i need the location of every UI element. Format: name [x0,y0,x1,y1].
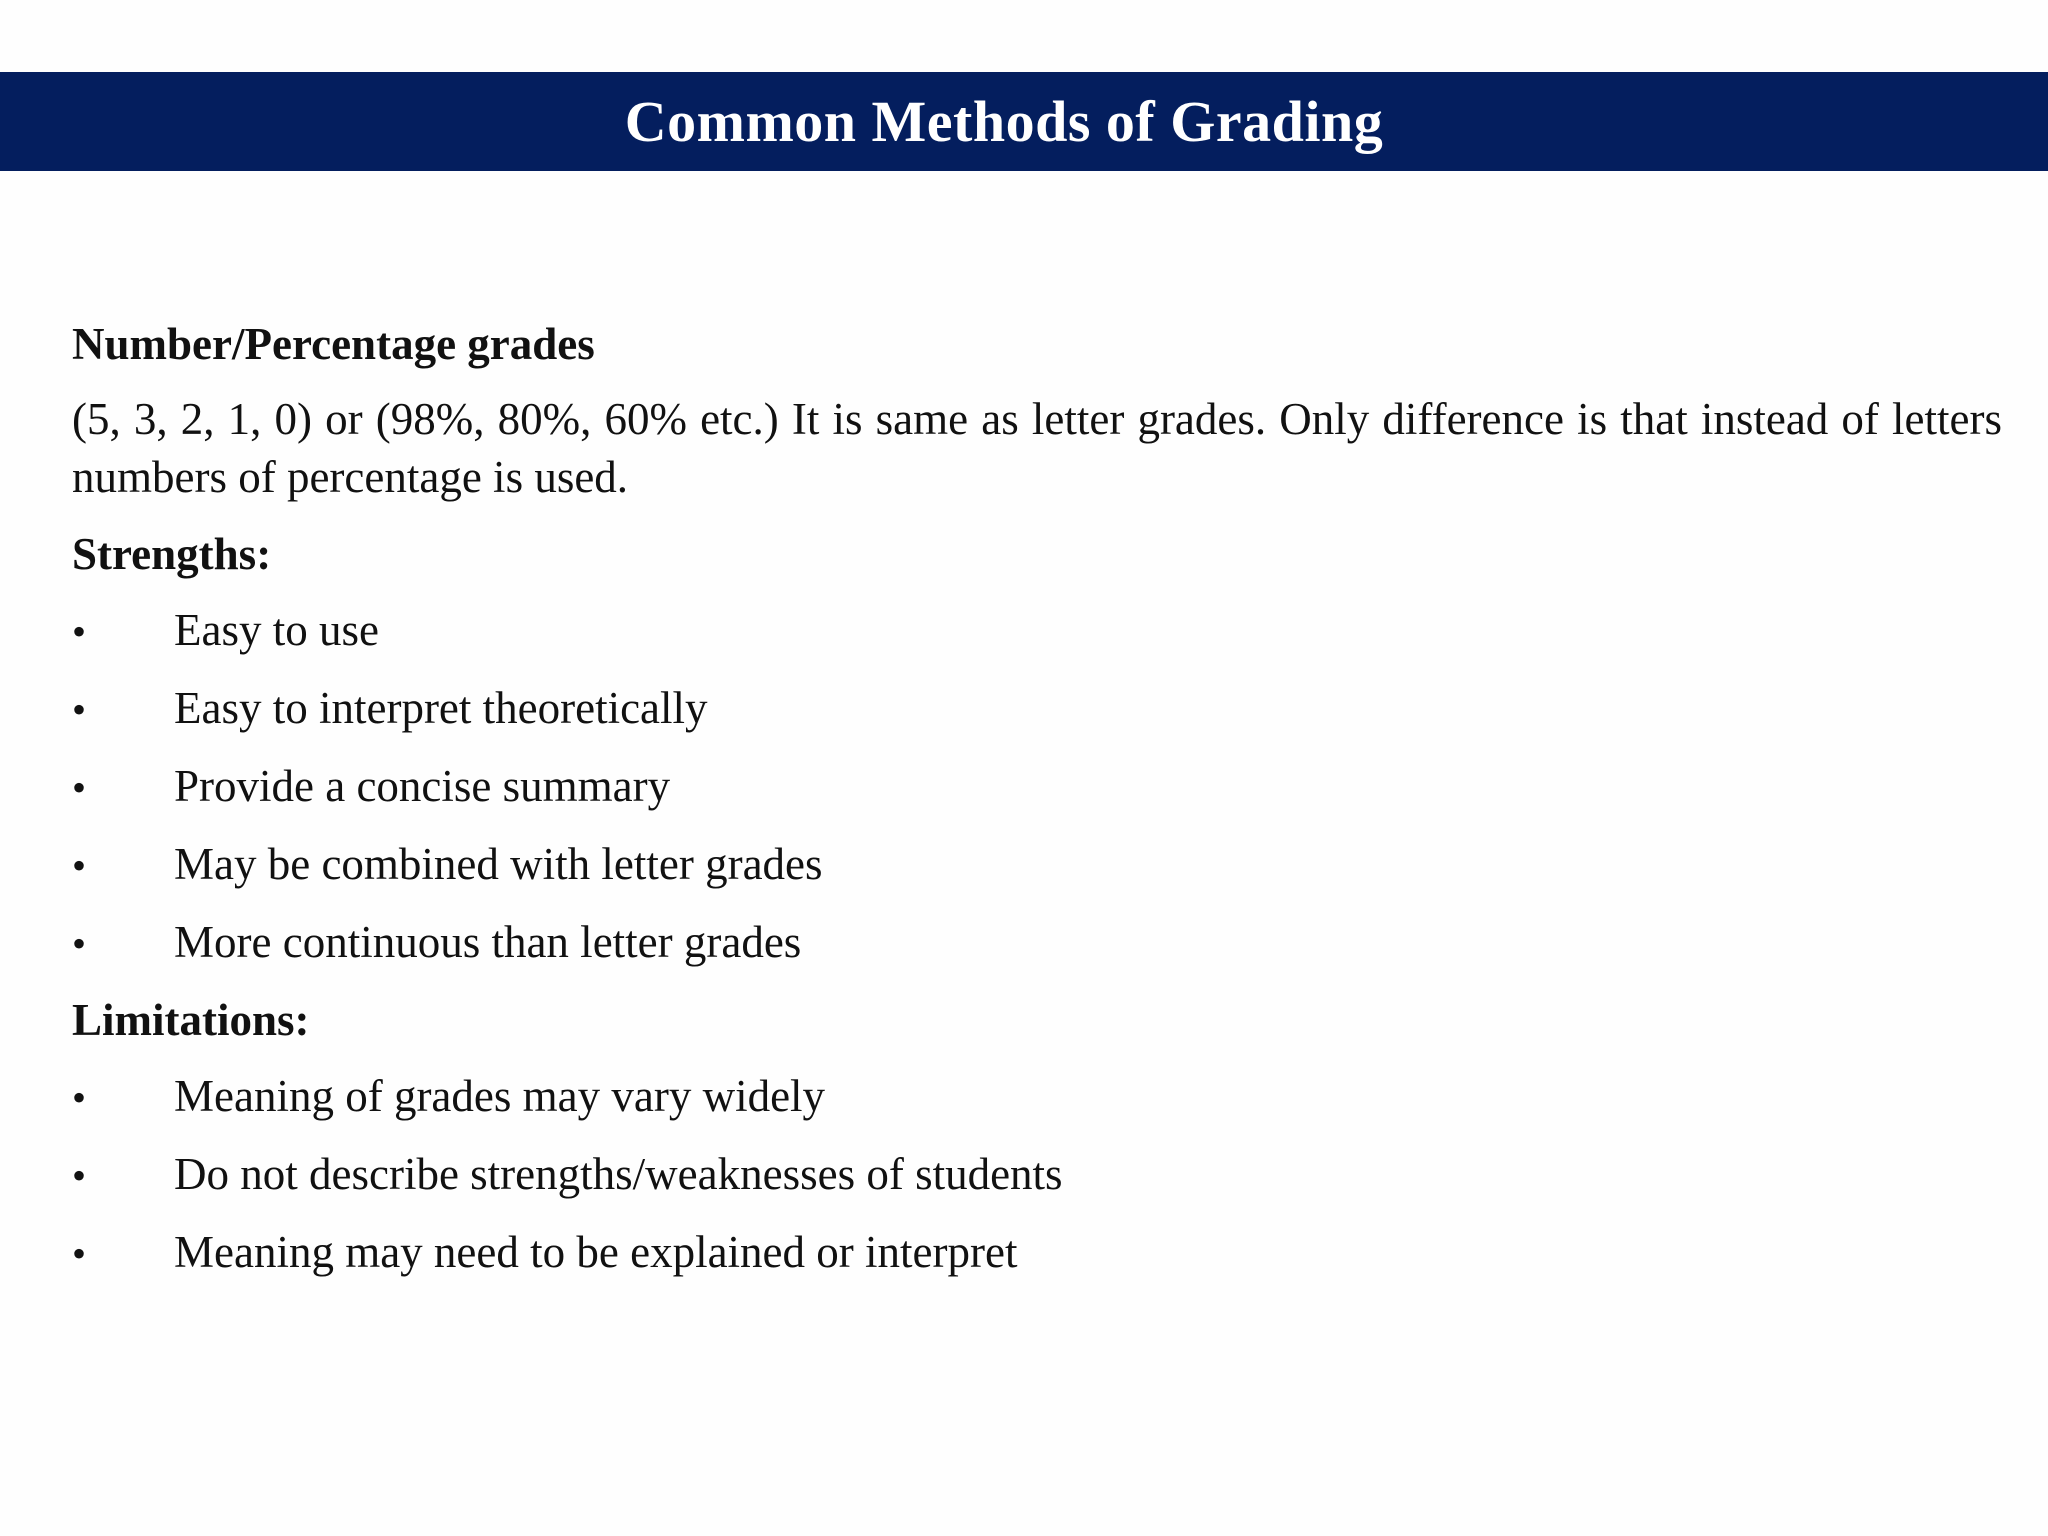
bullet-icon: • [72,921,87,966]
list-item-text: More continuous than letter grades [174,917,802,967]
slide-title: Common Methods of Grading [624,89,1384,154]
strengths-heading: Strengths: [72,529,272,579]
section-heading: Number/Percentage grades [72,319,595,369]
bullet-icon: • [72,609,87,654]
limitations-list [72,1058,2002,1292]
list-item-text: May be combined with letter grades [174,839,823,889]
list-item [72,1058,2002,1136]
title-bar [0,72,2048,171]
list-item-text: Do not describe strengths/weaknesses of students [174,1149,1063,1199]
list-item-text: Meaning of grades may vary widely [174,1071,826,1121]
bullet-icon: • [72,1231,87,1276]
slide-content [72,306,2002,1292]
bullet-icon: • [72,1153,87,1198]
list-item-text: Meaning may need to be explained or interpret [174,1227,1018,1277]
list-item [72,826,2002,904]
bullet-icon: • [72,843,87,888]
section-description: (5, 3, 2, 1, 0) or (98%, 80%, 60% etc.) It is same as letter grades. Only difference is that instead of letters numbers of percentage is used. [72,394,2002,502]
bullet-icon: • [72,765,87,810]
strengths-list [72,592,2002,982]
list-item [72,670,2002,748]
list-item [72,748,2002,826]
bullet-icon: • [72,1075,87,1120]
list-item [72,1136,2002,1214]
list-item [72,1214,2002,1292]
list-item-text: Easy to interpret theoretically [174,683,708,733]
list-item [72,592,2002,670]
limitations-heading: Limitations: [72,995,310,1045]
list-item-text: Easy to use [174,605,379,655]
bullet-icon: • [72,687,87,732]
list-item [72,904,2002,982]
list-item-text: Provide a concise summary [174,761,671,811]
